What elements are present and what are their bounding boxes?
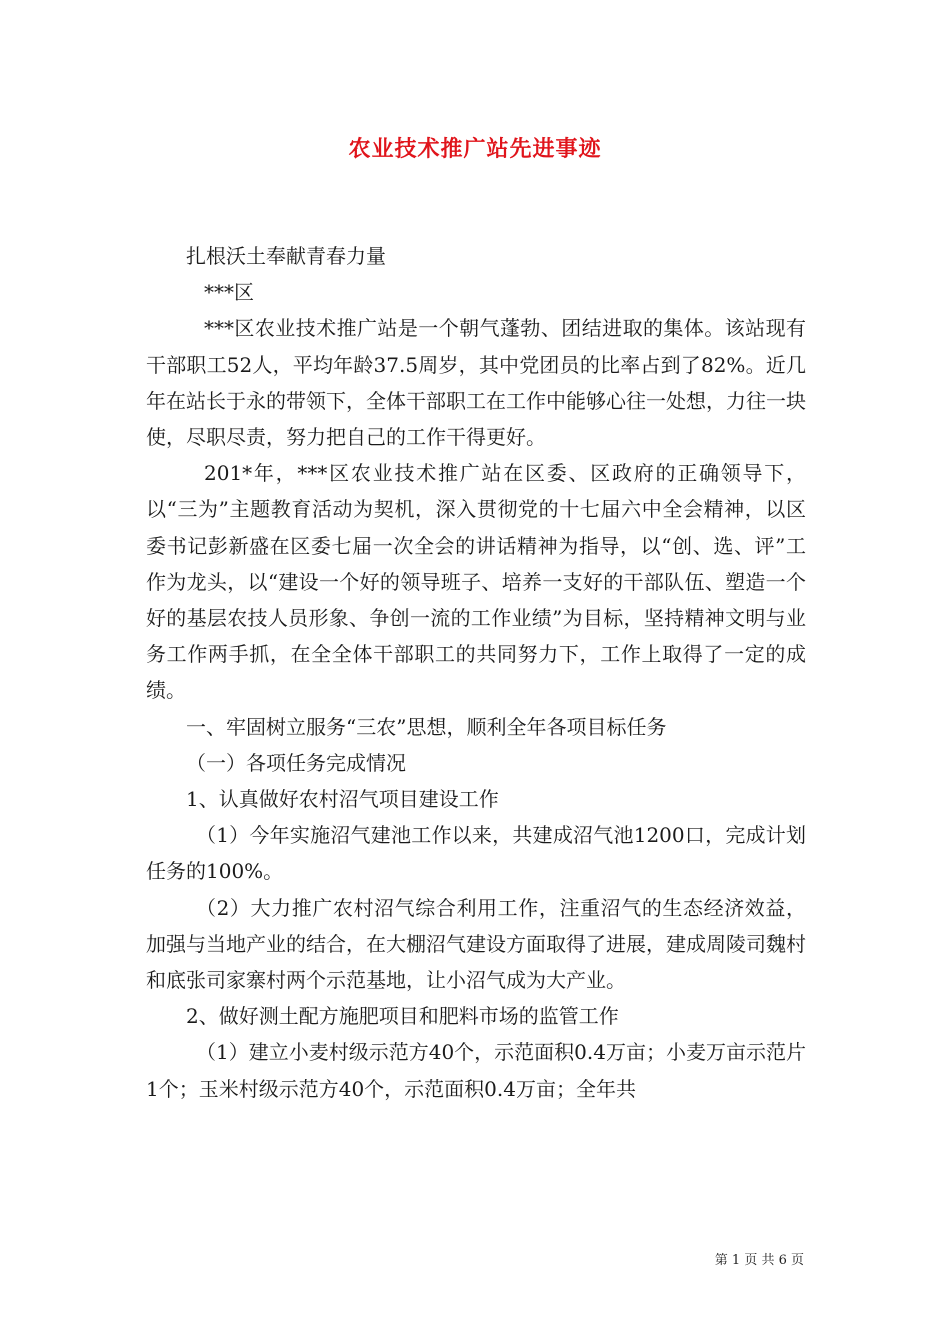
section-heading: 一、牢固树立服务“三农”思想，顺利全年各项目标任务 xyxy=(186,714,667,739)
paragraph: （1）今年实施沼气建池工作以来，共建成沼气池1200口，完成计划任务的100%。 xyxy=(146,823,806,884)
paragraph: （2）大力推广农村沼气综合利用工作，注重沼气的生态经济效益，加强与当地产业的结合，在大棚沼气建设方面取得了进展，建成周陵司魏村和底张司家寨村两个示范基地，让小沼气成为大产业。 xyxy=(146,895,806,993)
paragraph: 201*年，***区农业技术推广站在区委、区政府的正确领导下，以“三为”主题教育活动为契机，深入贯彻党的十七届六中全会精神，以区委书记彭新盛在区委七届一次全会的讲话精神为指导，以“创、选、评”工作为龙头，以“建设一个好的领导班子、培养一支好的干部队伍、塑造一个好的基层农技人员形象、争创一流的工作业绩”为目标，坚持精神文明与业务工作两手抓，在全全体干部职工的共同努力下，工作上取得了一定的成绩。 xyxy=(146,461,806,703)
district-label: ***区 xyxy=(204,280,254,305)
item-heading: 1、认真做好农村沼气项目建设工作 xyxy=(186,787,499,812)
document-body xyxy=(146,238,806,1107)
document-title: 农业技术推广站先进事迹 xyxy=(348,136,602,162)
paragraph: ***区农业技术推广站是一个朝气蓬勃、团结进取的集体。该站现有干部职工52人，平均年龄37.5周岁，其中党团员的比率占到了82%。近几年在站长于永的带领下，全体干部职工在工作中能够心往一处想，力往一块使，尽职尽责，努力把自己的工作干得更好。 xyxy=(146,316,806,450)
paragraph: （1）建立小麦村级示范方40个，示范面积0.4万亩；小麦万亩示范片1个；玉米村级示范方40个，示范面积0.4万亩；全年共 xyxy=(146,1040,806,1101)
page-number: 第 1 页 共 6 页 xyxy=(714,1253,804,1268)
subtitle: 扎根沃土奉献青春力量 xyxy=(186,244,386,268)
item-heading: 2、做好测土配方施肥项目和肥料市场的监管工作 xyxy=(186,1004,619,1029)
subsection-heading: （一）各项任务完成情况 xyxy=(186,750,406,775)
